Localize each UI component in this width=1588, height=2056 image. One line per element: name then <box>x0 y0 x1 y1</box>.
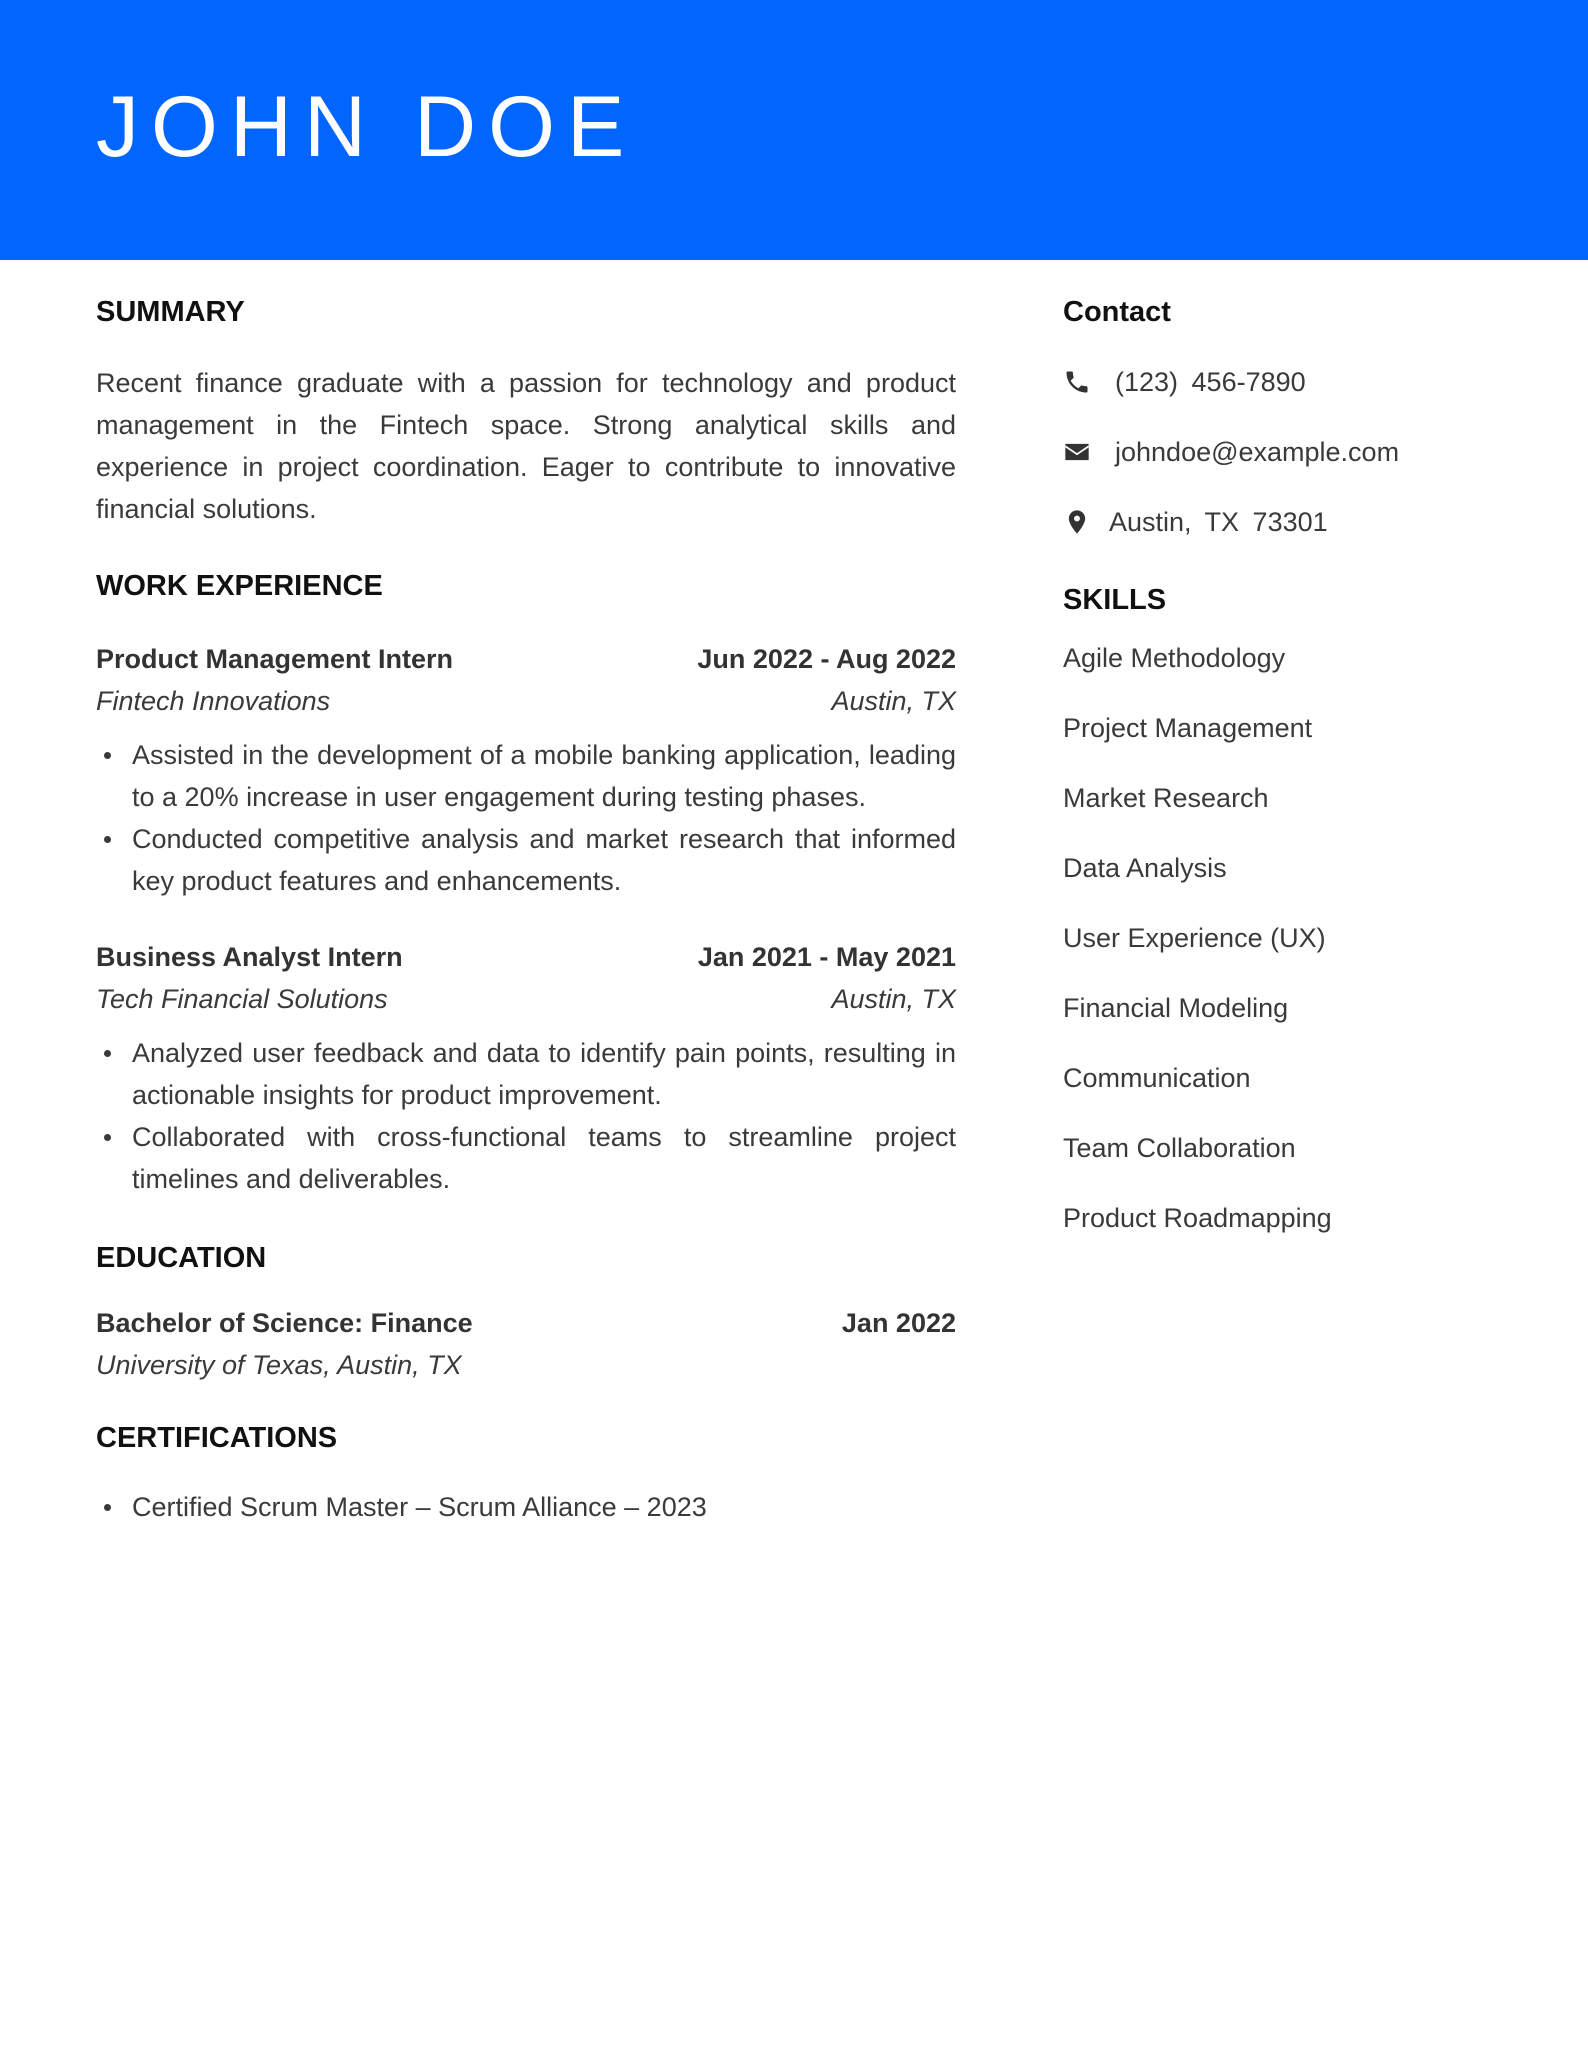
job-entry <box>96 936 956 1200</box>
list-item: Analyzed user feedback and data to identify pain points, resulting in actionable insights for product improvement. <box>96 1032 956 1116</box>
contact-email-text: johndoe@example.com <box>1115 436 1400 467</box>
work-experience-section <box>96 568 956 1200</box>
education-title: EDUCATION <box>96 1242 267 1274</box>
education-section <box>96 1240 956 1386</box>
job-bullets <box>96 734 956 902</box>
certifications-title: CERTIFICATIONS <box>96 1422 338 1454</box>
skills-section <box>1063 582 1503 1236</box>
list-item: Collaborated with cross-functional teams to streamline project timelines and deliverables. <box>96 1116 956 1200</box>
summary-title: SUMMARY <box>96 296 245 328</box>
certifications-list <box>96 1486 956 1528</box>
summary-section <box>96 294 956 530</box>
skill-item: Communication <box>1063 1063 1251 1093</box>
candidate-name: JOHN DOE <box>96 79 637 175</box>
summary-text: Recent finance graduate with a passion for technology and product management in the Fintech space. Strong analytical skills and experience in project coordination. Eager to contribute to innovative financial solutions. <box>96 368 956 524</box>
header-banner <box>0 0 1588 260</box>
phone-icon <box>1063 368 1091 396</box>
job-bullets <box>96 1032 956 1200</box>
skill-item: Product Roadmapping <box>1063 1203 1332 1233</box>
skill-item: Agile Methodology <box>1063 643 1286 673</box>
contact-phone-text: (123) 456-7890 <box>1115 366 1306 397</box>
contact-address-text: Austin, TX 73301 <box>1109 506 1328 537</box>
skills-list <box>1063 640 1503 1236</box>
job-title: Business Analyst Intern <box>96 942 403 972</box>
job-company: Fintech Innovations <box>96 686 331 716</box>
job-dates: Jun 2022 - Aug 2022 <box>697 644 956 674</box>
skill-item: Team Collaboration <box>1063 1133 1296 1163</box>
contact-title: Contact <box>1063 296 1171 328</box>
certifications-section <box>96 1420 956 1528</box>
school-name: University of Texas, Austin, TX <box>96 1350 462 1380</box>
skill-item: Financial Modeling <box>1063 993 1289 1023</box>
contact-section <box>1063 294 1503 540</box>
degree-title: Bachelor of Science: Finance <box>96 1308 473 1338</box>
job-entry <box>96 638 956 902</box>
work-experience-title: WORK EXPERIENCE <box>96 570 383 602</box>
list-item: Certified Scrum Master – Scrum Alliance – 2023 <box>96 1486 956 1528</box>
job-dates: Jan 2021 - May 2021 <box>697 942 956 972</box>
contact-phone <box>1063 364 1503 400</box>
skill-item: Project Management <box>1063 713 1313 743</box>
skill-item: User Experience (UX) <box>1063 923 1326 953</box>
main-column <box>96 294 956 1528</box>
envelope-icon <box>1063 438 1091 466</box>
job-company: Tech Financial Solutions <box>96 984 388 1014</box>
skills-title: SKILLS <box>1063 584 1167 616</box>
job-title: Product Management Intern <box>96 644 454 674</box>
contact-address <box>1063 504 1503 540</box>
degree-date: Jan 2022 <box>841 1308 956 1338</box>
job-location: Austin, TX <box>831 984 956 1014</box>
side-column <box>1063 294 1503 1270</box>
skill-item: Data Analysis <box>1063 853 1227 883</box>
skill-item: Market Research <box>1063 783 1269 813</box>
job-location: Austin, TX <box>831 686 956 716</box>
list-item: Assisted in the development of a mobile banking application, leading to a 20% increase in user engagement during testing phases. <box>96 734 956 818</box>
contact-email <box>1063 434 1503 470</box>
list-item: Conducted competitive analysis and market research that informed key product features and enhancements. <box>96 818 956 902</box>
map-pin-icon <box>1063 508 1091 536</box>
